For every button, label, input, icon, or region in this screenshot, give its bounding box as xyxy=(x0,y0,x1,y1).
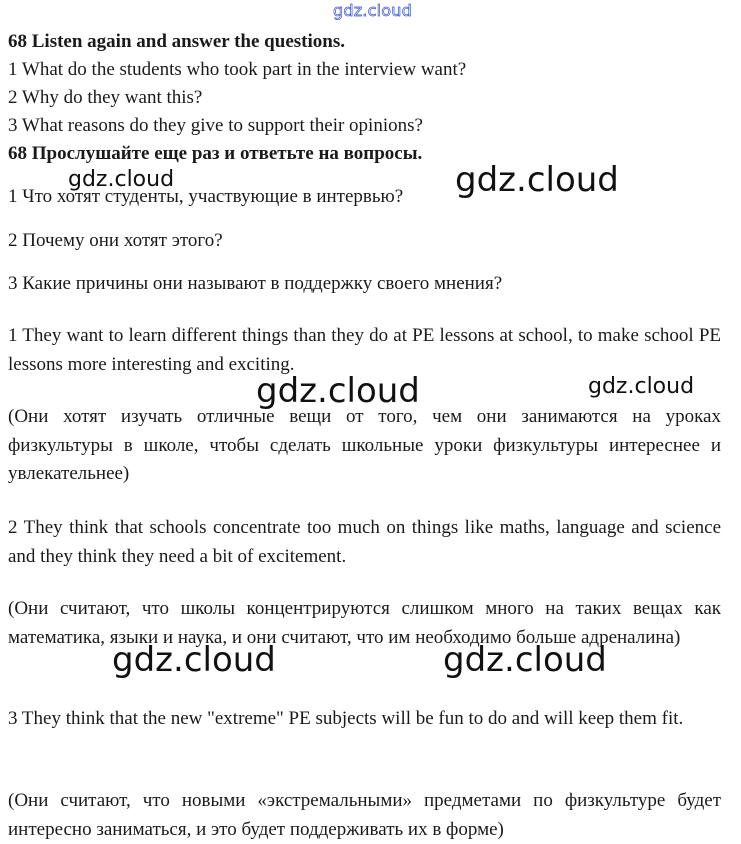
watermark: gdz.cloud xyxy=(455,160,619,200)
watermark: gdz.cloud xyxy=(112,640,276,680)
question-en-3: 3 What reasons do they give to support their opinions? xyxy=(8,115,423,136)
watermark: gdz.cloud xyxy=(588,374,695,399)
exercise-title-en: 68 Listen again and answer the questions. xyxy=(8,31,345,52)
question-ru-3: 3 Какие причины они называют в поддержку своего мнения? xyxy=(8,273,503,294)
answer-ru-1: (Они хотят изучать отличные вещи от того, чем они занимаются на уроках физкультуры в школе, чтобы сделать школьные уроки физкультуры интереснее и увлекательнее) xyxy=(8,406,721,484)
watermark: gdz.cloud xyxy=(68,167,175,192)
answer-en-2: 2 They think that schools concentrate too much on things like maths, language and science and they think they need a bit of excitement. xyxy=(8,517,721,567)
question-ru-1: 1 Что хотят студенты, участвующие в интервью? xyxy=(8,186,404,207)
question-en-2: 2 Why do they want this? xyxy=(8,87,203,108)
answer-en-3: 3 They think that the new "extreme" PE subjects will be fun to do and will keep them fit. xyxy=(8,708,684,729)
question-ru-2: 2 Почему они хотят этого? xyxy=(8,230,223,251)
watermark: gdz.cloud xyxy=(443,640,607,680)
answer-ru-3: (Они считают, что новыми «экстремальными» предметами по физкультуре будет интересно заниматься, и это будет поддерживать их в форме) xyxy=(8,790,721,840)
exercise-title-ru: 68 Прослушайте еще раз и ответьте на вопросы. xyxy=(8,143,423,164)
answer-en-1: 1 They want to learn different things than they do at PE lessons at school, to make school PE lessons more interesting and exciting. xyxy=(8,325,721,375)
answer-ru-2: (Они считают, что школы концентрируются слишком много на таких вещах как математика, языки и наука, и они считают, что им необходимо больше адреналина) xyxy=(8,598,721,648)
question-en-1: 1 What do the students who took part in the interview want? xyxy=(8,59,467,80)
watermark: gdz.cloud xyxy=(256,371,420,411)
watermark-top: gdz.cloud xyxy=(333,1,412,20)
